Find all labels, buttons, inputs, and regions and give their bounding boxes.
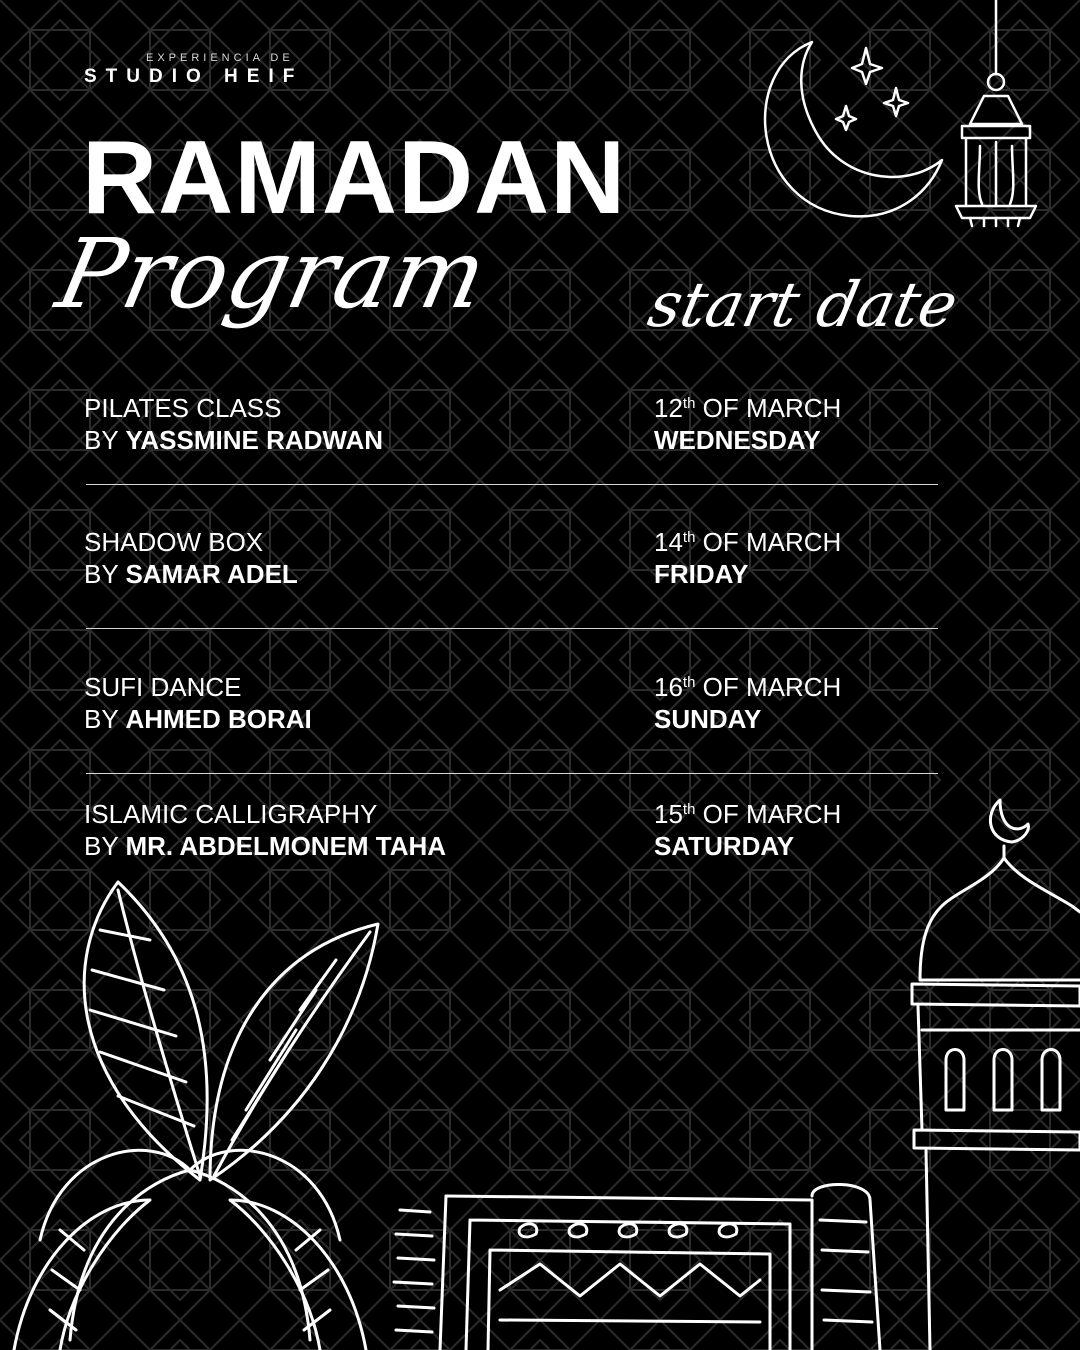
class-name: SHADOW BOX	[84, 527, 264, 557]
by-prefix: BY	[84, 704, 126, 734]
date-day: 15	[654, 799, 683, 829]
instructor-name: MR. ABDELMONEM TAHA	[125, 831, 447, 861]
instructor-name: SAMAR ADEL	[125, 559, 298, 589]
plant-icon	[14, 882, 378, 1350]
weekday: FRIDAY	[654, 559, 749, 589]
weekday: SUNDAY	[654, 704, 762, 734]
minaret-icon	[912, 800, 1080, 1350]
date-ordinal: th	[682, 801, 696, 818]
script-title: Program	[48, 218, 496, 330]
start-date-header: start date	[642, 268, 965, 341]
class-name: ISLAMIC CALLIGRAPHY	[84, 799, 378, 829]
instructor-name: AHMED BORAI	[125, 704, 312, 734]
class-name: PILATES CLASS	[84, 393, 282, 423]
brand-name: STUDIO HEIF	[84, 66, 304, 87]
date-month: OF MARCH	[695, 527, 842, 557]
page-title: RAMADAN	[82, 120, 627, 236]
date-month: OF MARCH	[695, 393, 842, 423]
by-prefix: BY	[84, 831, 126, 861]
by-prefix: BY	[84, 559, 126, 589]
by-prefix: BY	[84, 425, 126, 455]
date-ordinal: th	[682, 674, 696, 691]
brand-subtitle: EXPERIENCIA DE	[146, 52, 294, 64]
date-day: 12	[654, 393, 683, 423]
date-month: OF MARCH	[695, 799, 842, 829]
class-name: SUFI DANCE	[84, 672, 242, 702]
prayer-rug-icon	[394, 1184, 880, 1350]
date-day: 16	[654, 672, 683, 702]
weekday: WEDNESDAY	[654, 425, 821, 455]
date-day: 14	[654, 527, 683, 557]
date-month: OF MARCH	[695, 672, 842, 702]
instructor-name: YASSMINE RADWAN	[125, 425, 384, 455]
date-ordinal: th	[682, 529, 696, 546]
weekday: SATURDAY	[654, 831, 795, 861]
date-ordinal: th	[682, 395, 696, 412]
